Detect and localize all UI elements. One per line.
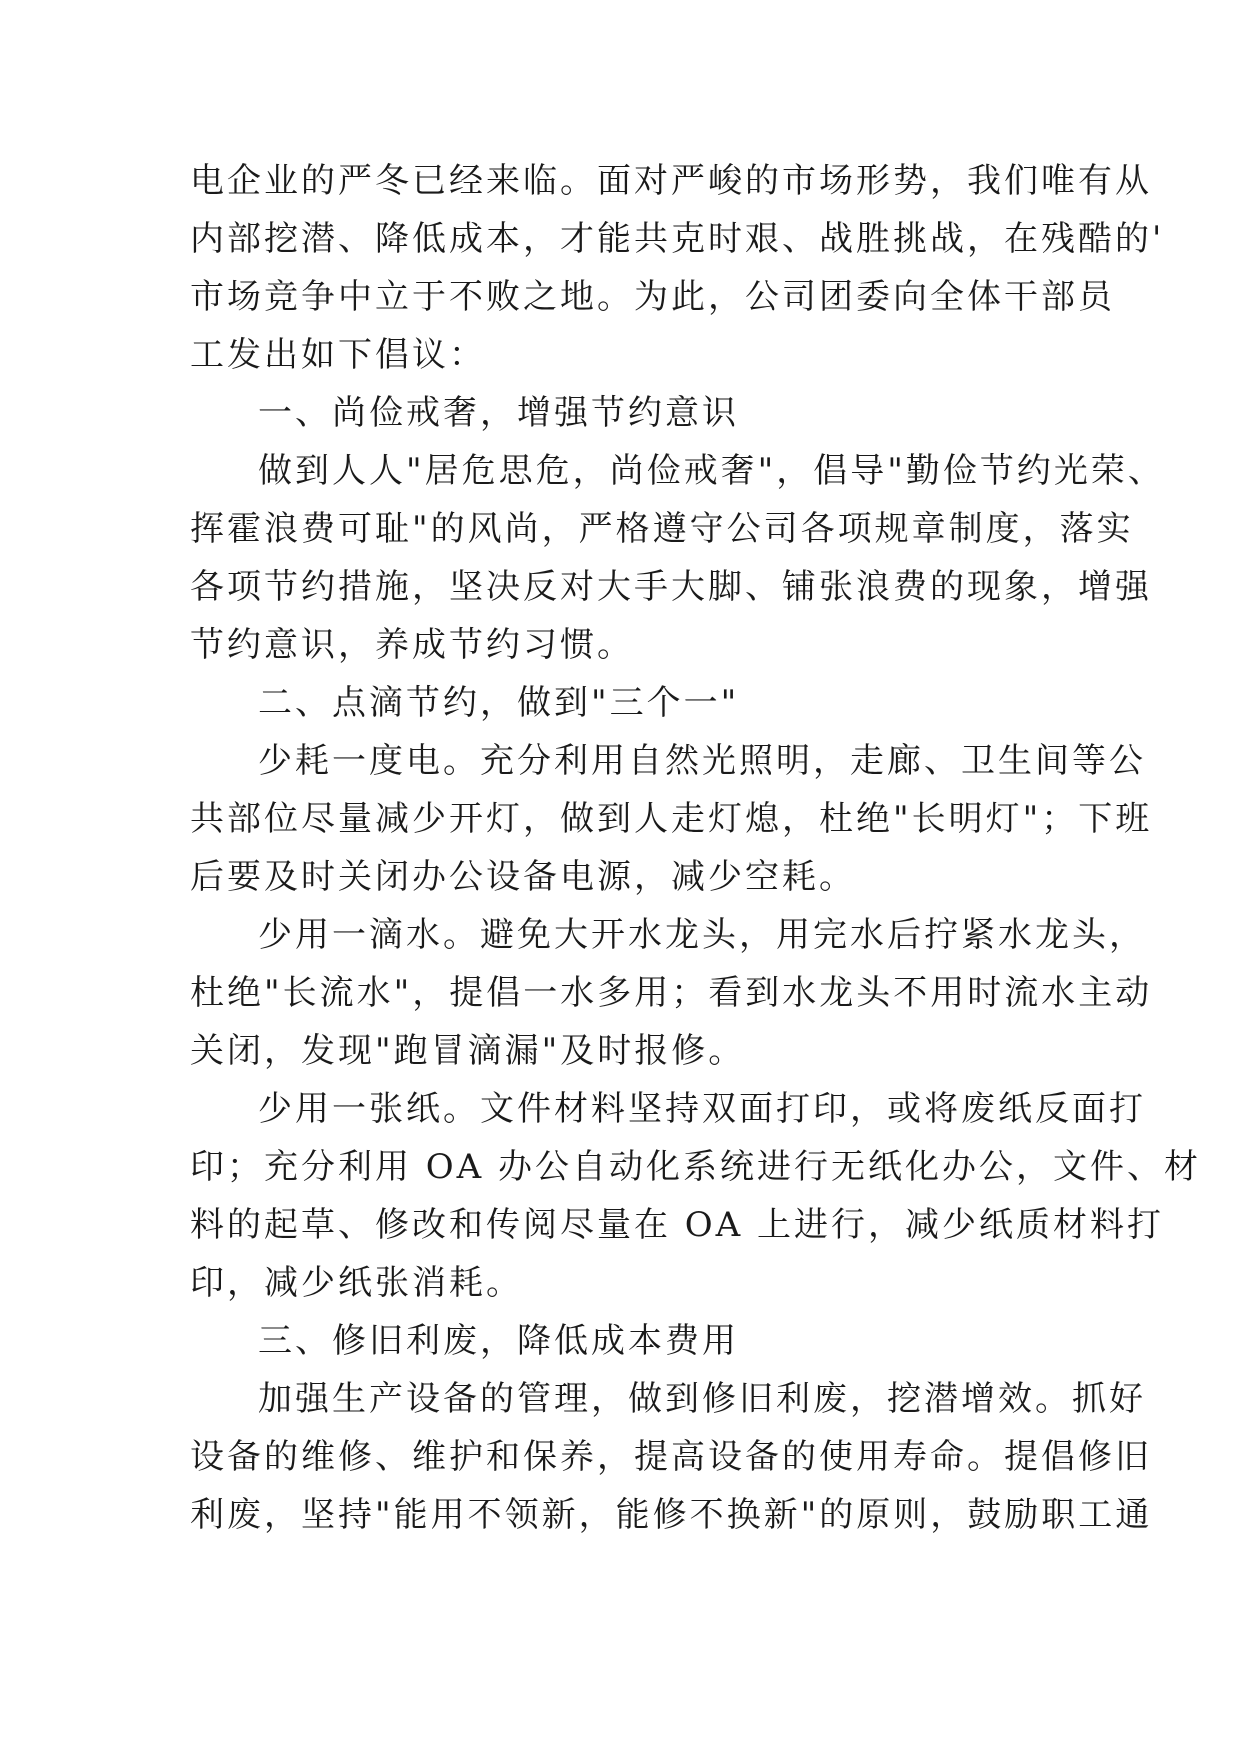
section-heading: 一、尚俭戒奢，增强节约意识 (258, 393, 739, 433)
text-line: 利废，坚持"能用不领新，能修不换新"的原则，鼓励职工通 (190, 1495, 1153, 1535)
text-line: 后要及时关闭办公设备电源，减少空耗。 (190, 857, 856, 897)
text-line: 市场竞争中立于不败之地。为此，公司团委向全体干部员 (190, 277, 1115, 317)
section-heading: 二、点滴节约，做到"三个一" (258, 683, 740, 723)
text-line: 做到人人"居危思危，尚俭戒奢"，倡导"勤俭节约光荣、 (258, 451, 1165, 491)
text-line: 设备的维修、维护和保养，提高设备的使用寿命。提倡修旧 (190, 1437, 1152, 1477)
text-line: 工发出如下倡议： (190, 335, 486, 375)
text-line: 料的起草、修改和传阅尽量在 OA 上进行，减少纸质材料打 (190, 1205, 1165, 1245)
text-line: 少耗一度电。充分利用自然光照明，走廊、卫生间等公 (258, 741, 1146, 781)
text-line: 加强生产设备的管理，做到修旧利废，挖潜增效。抓好 (258, 1379, 1146, 1419)
text-line: 印；充分利用 OA 办公自动化系统进行无纸化办公，文件、材 (190, 1147, 1202, 1187)
text-line: 少用一滴水。避免大开水龙头，用完水后拧紧水龙头， (258, 915, 1146, 955)
text-line: 挥霍浪费可耻"的风尚，严格遵守公司各项规章制度，落实 (190, 509, 1134, 549)
text-line: 电企业的严冬已经来临。面对严峻的市场形势，我们唯有从 (190, 161, 1152, 201)
document-body (190, 152, 1202, 1544)
text-line: 节约意识，养成节约习惯。 (190, 625, 634, 665)
text-line: 各项节约措施，坚决反对大手大脚、铺张浪费的现象，增强 (190, 567, 1152, 607)
section-heading: 三、修旧利废，降低成本费用 (258, 1321, 739, 1361)
text-line: 印，减少纸张消耗。 (190, 1263, 523, 1303)
text-line: 杜绝"长流水"，提倡一水多用；看到水龙头不用时流水主动 (190, 973, 1153, 1013)
text-line: 少用一张纸。文件材料坚持双面打印，或将废纸反面打 (258, 1089, 1146, 1129)
text-line: 共部位尽量减少开灯，做到人走灯熄，杜绝"长明灯"；下班 (190, 799, 1153, 839)
text-line: 内部挖潜、降低成本，才能共克时艰、战胜挑战，在残酷的' (190, 219, 1165, 259)
text-line: 关闭，发现"跑冒滴漏"及时报修。 (190, 1031, 746, 1071)
